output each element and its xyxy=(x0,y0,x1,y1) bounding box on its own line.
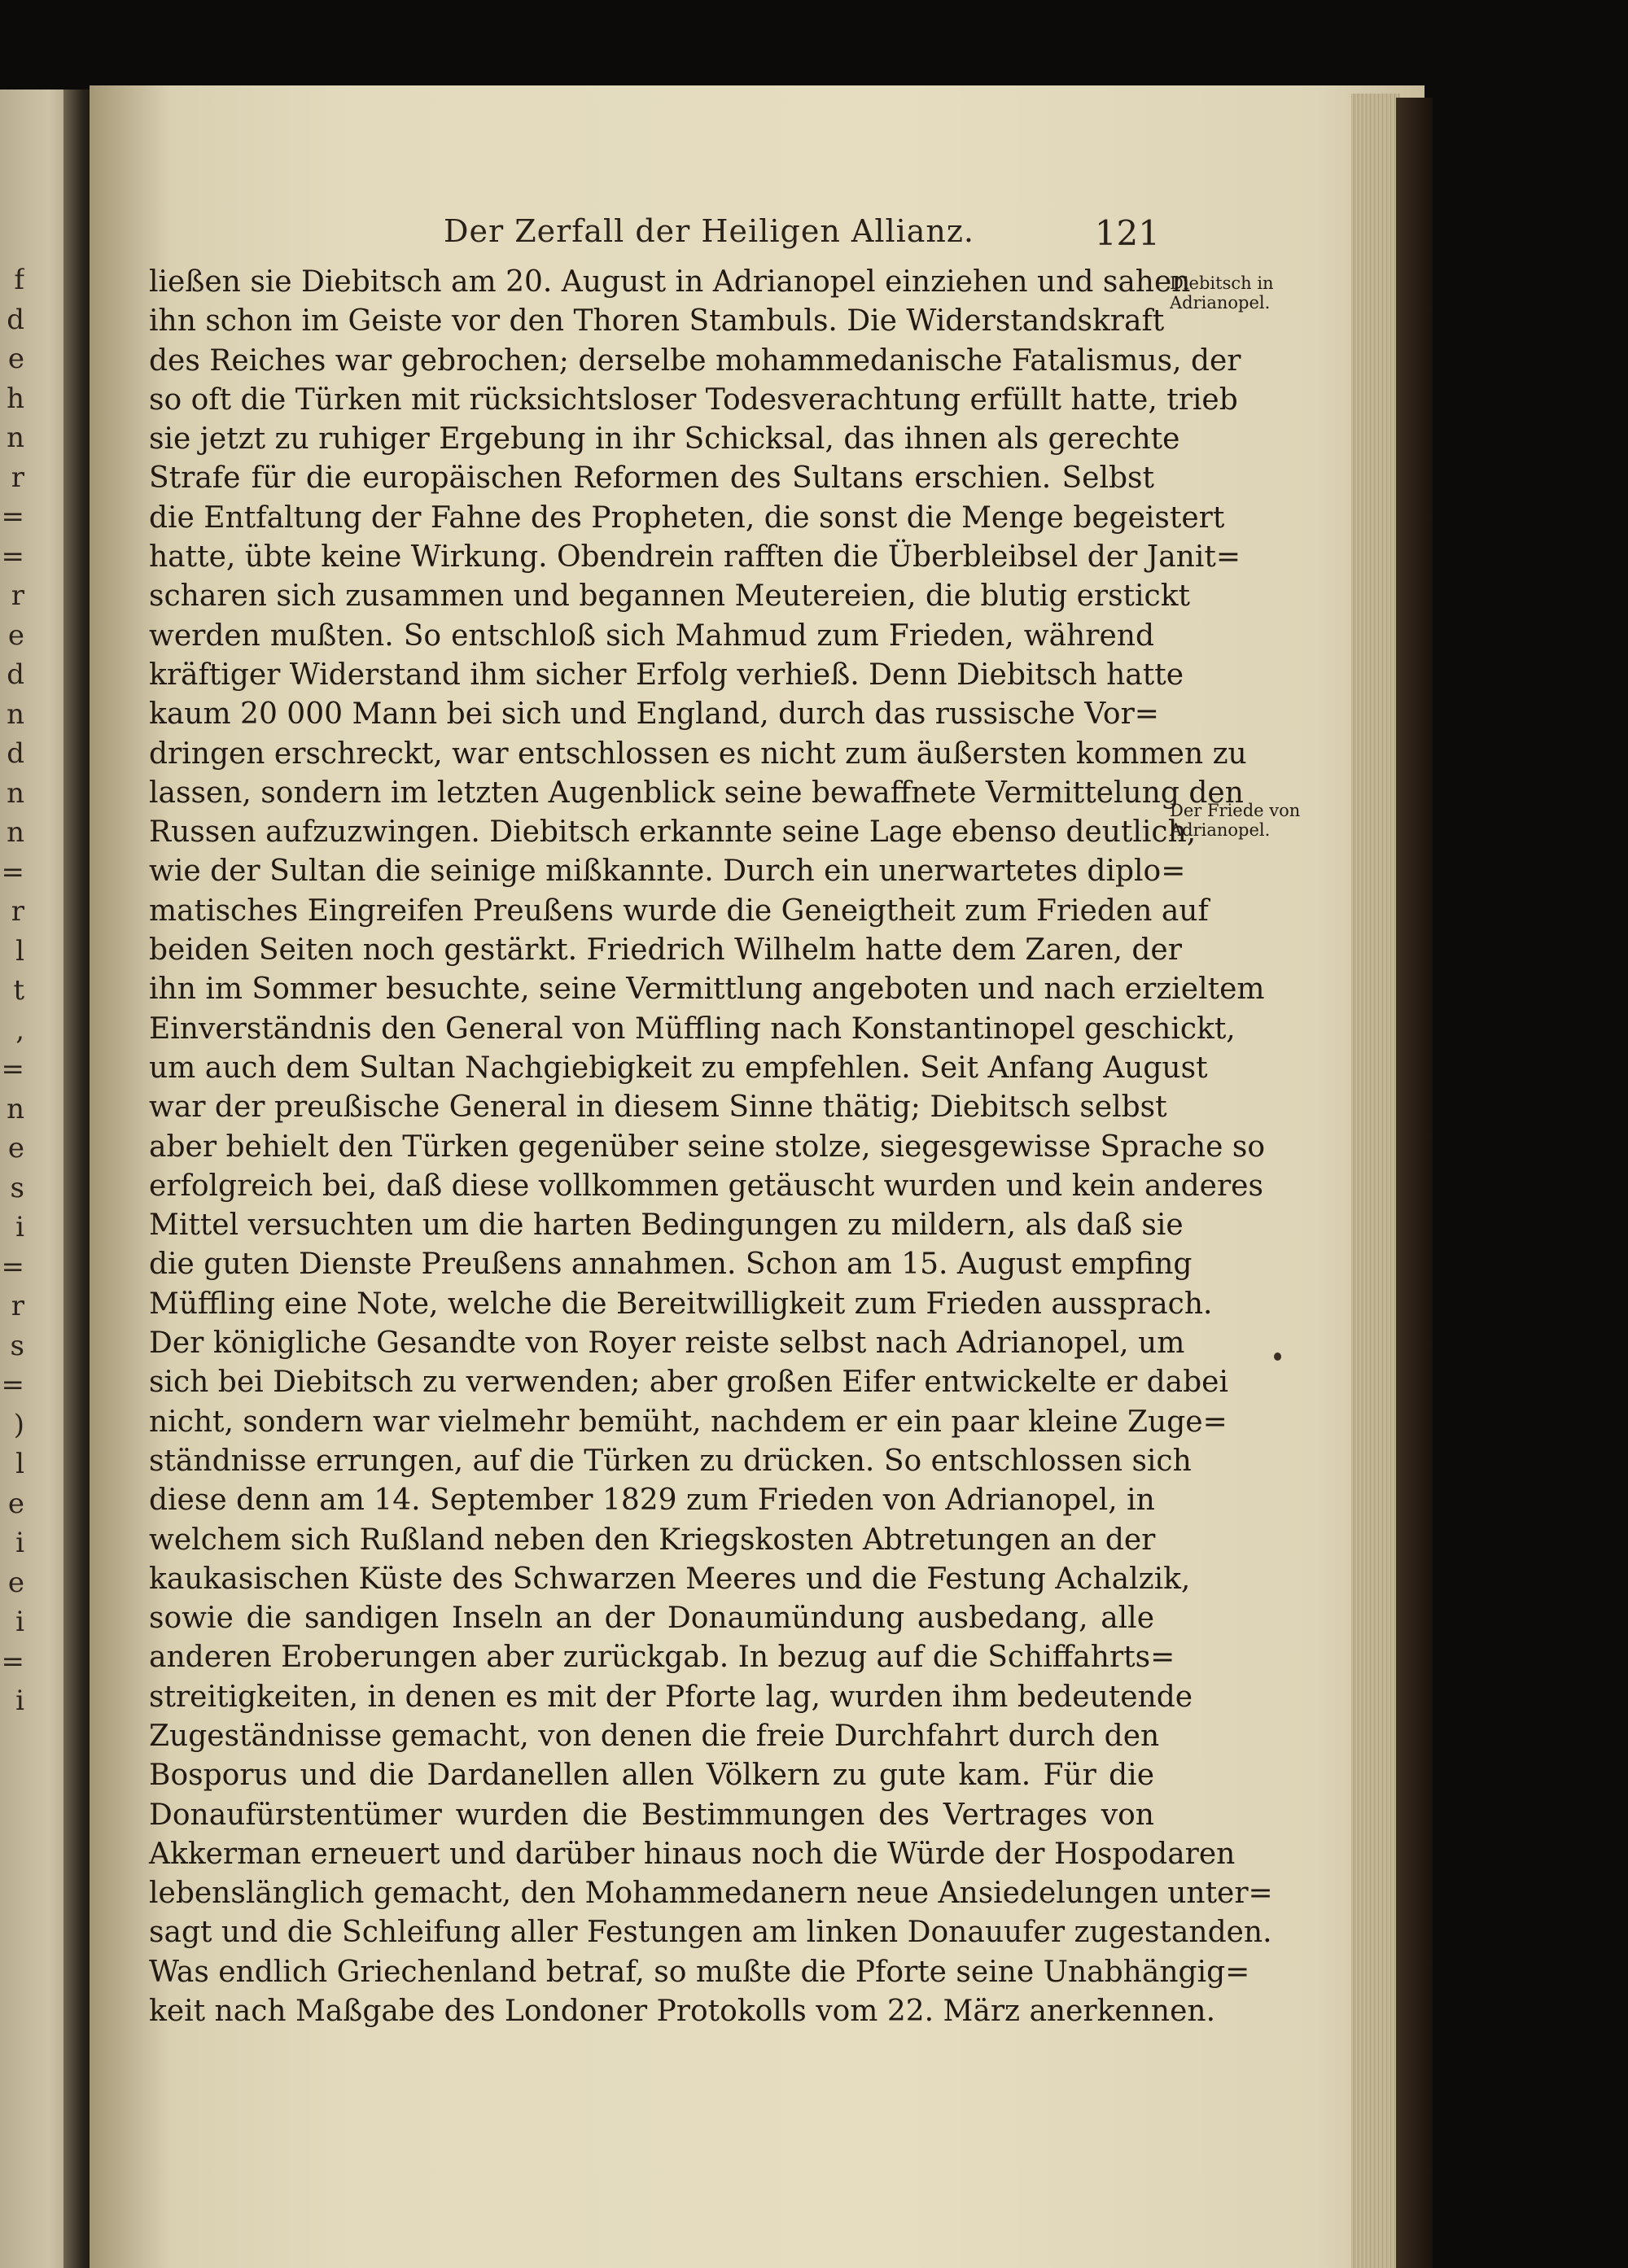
text-line: erfolgreich bei, daß diese vollkommen getäuscht wurden und kein anderes xyxy=(149,1169,1263,1203)
text-line: scharen sich zusammen und begannen Meutereien, die blutig erstickt xyxy=(149,579,1190,614)
text-line: Donaufürstentümer wurden die Bestimmungen des Vertrages von xyxy=(149,1798,1154,1832)
text-line: um auch dem Sultan Nachgiebigkeit zu empfehlen. Seit Anfang August xyxy=(149,1051,1208,1085)
text-line: die Entfaltung der Fahne des Propheten, die sonst die Menge begeistert xyxy=(149,500,1225,535)
margin-note-line: Adrianopel. xyxy=(1170,293,1271,312)
text-line: diese denn am 14. September 1829 zum Frieden von Adrianopel, in xyxy=(149,1484,1155,1518)
margin-note-line: Diebitsch in xyxy=(1170,273,1274,293)
left-page-fragment: r xyxy=(11,579,24,612)
left-page-fragment: n xyxy=(7,422,24,454)
text-line: Strafe für die europäischen Reformen des Sultans erschien. Selbst xyxy=(149,461,1154,496)
text-line: matisches Eingreifen Preußens wurde die Geneigtheit zum Frieden auf xyxy=(149,894,1209,928)
ink-speck xyxy=(1274,1352,1281,1361)
text-line: streitigkeiten, in denen es mit der Pforte lag, wurden ihm bedeutende xyxy=(149,1680,1193,1714)
left-page-fragment: = xyxy=(1,1369,24,1401)
left-page-fragment: f xyxy=(14,264,24,296)
text-line: werden mußten. So entschloß sich Mahmud zum Frieden, während xyxy=(149,618,1154,653)
left-page-fragment: h xyxy=(7,382,24,415)
page-stack-edge xyxy=(1351,94,1400,2268)
left-page-fragment: d xyxy=(7,303,24,336)
text-line: Was endlich Griechenland betraf, so mußte die Pforte seine Unabhängig= xyxy=(149,1955,1250,1989)
text-line: beiden Seiten noch gestärkt. Friedrich Wilhelm hatte dem Zaren, der xyxy=(149,933,1182,968)
left-page-fragment: , xyxy=(15,1013,24,1047)
left-page-fragment: d xyxy=(7,737,24,770)
text-line: ihn im Sommer besuchte, seine Vermittlung angeboten und nach erzieltem xyxy=(149,972,1265,1007)
left-page-fragment: r xyxy=(11,895,24,928)
text-line: sagt und die Schleifung aller Festungen am linken Donauufer zugestanden. xyxy=(149,1916,1272,1950)
text-line: Müffling eine Note, welche die Bereitwilligkeit zum Frieden aussprach. xyxy=(149,1287,1213,1321)
left-page-fragment: i xyxy=(15,1527,24,1559)
left-page-fragment: = xyxy=(1,1250,24,1283)
text-line: welchem sich Rußland neben den Kriegskosten Abtretungen an der xyxy=(149,1523,1156,1557)
text-line: nicht, sondern war vielmehr bemüht, nachdem er ein paar kleine Zuge= xyxy=(149,1405,1228,1439)
left-page-fragment: l xyxy=(15,934,24,968)
text-line: Zugeständnisse gemacht, von denen die freie Durchfahrt durch den xyxy=(149,1719,1160,1753)
margin-note-line: Adrianopel. xyxy=(1170,820,1271,840)
text-line: sie jetzt zu ruhiger Ergebung in ihr Schicksal, das ihnen als gerechte xyxy=(149,422,1180,457)
text-line: ständnisse errungen, auf die Türken zu drücken. So entschlossen sich xyxy=(149,1444,1192,1478)
left-page-fragment: e xyxy=(7,1566,24,1599)
left-page-fragment: e xyxy=(7,1132,24,1165)
left-page-fragment: l xyxy=(15,1448,24,1480)
left-page-fragment: d xyxy=(7,658,24,691)
text-line: lassen, sondern im letzten Augenblick seine bewaffnete Vermittelung den xyxy=(149,776,1244,810)
text-line: war der preußische General in diesem Sinne thätig; Diebitsch selbst xyxy=(149,1090,1167,1125)
text-line: keit nach Maßgabe des Londoner Protokolls vom 22. März anerkennen. xyxy=(149,1995,1216,2029)
text-line: ließen sie Diebitsch am 20. August in Adrianopel einziehen und sahen xyxy=(149,265,1191,299)
left-page-fragment: = xyxy=(1,1053,24,1086)
left-page-fragment: r xyxy=(11,461,24,494)
left-page-fragment: i xyxy=(15,1211,24,1243)
left-page-fragment: = xyxy=(1,855,24,889)
text-line: dringen erschreckt, war entschlossen es nicht zum äußersten kommen zu xyxy=(149,736,1247,771)
margin-note-line: Der Friede von xyxy=(1170,801,1301,820)
margin-note-diebitsch xyxy=(1170,273,1274,312)
text-line: Der königliche Gesandte von Royer reiste selbst nach Adrianopel, um xyxy=(149,1326,1185,1361)
left-page-fragment: ) xyxy=(13,1408,24,1441)
left-page-fragment: = xyxy=(1,500,24,533)
left-page-fragment: e xyxy=(7,1487,24,1520)
text-line: lebenslänglich gemacht, den Mohammedanern neue Ansiedelungen unter= xyxy=(149,1877,1273,1911)
text-line: ihn schon im Geiste vor den Thoren Stambuls. Die Widerstandskraft xyxy=(149,304,1165,339)
left-page-fragment: e xyxy=(7,343,24,375)
text-line: des Reiches war gebrochen; derselbe mohammedanische Fatalismus, der xyxy=(149,343,1241,378)
left-page-fragment: i xyxy=(15,1606,24,1638)
left-page-fragment: s xyxy=(10,1171,24,1204)
text-line: kaum 20 000 Mann bei sich und England, durch das russische Vor= xyxy=(149,697,1159,732)
text-line: Mittel versuchten um die harten Bedingungen zu mildern, als daß sie xyxy=(149,1208,1184,1243)
left-page-fragment: n xyxy=(7,1092,24,1125)
left-page-fragment: n xyxy=(7,697,24,731)
left-page-fragment: r xyxy=(11,1290,24,1322)
text-line: Akkerman erneuert und darüber hinaus noch die Würde der Hospodaren xyxy=(149,1837,1236,1871)
left-page-fragment: = xyxy=(1,1645,24,1678)
text-line: hatte, übte keine Wirkung. Obendrein rafften die Überbleibsel der Janit= xyxy=(149,540,1241,575)
text-line: Einverständnis den General von Müffling nach Konstantinopel geschickt, xyxy=(149,1012,1236,1046)
text-line: Russen aufzuzwingen. Diebitsch erkannte seine Lage ebenso deutlich, xyxy=(149,815,1197,850)
page-number: 121 xyxy=(1094,213,1160,253)
book-cover-edge xyxy=(1396,98,1433,2268)
text-line: aber behielt den Türken gegenüber seine stolze, siegesgewisse Sprache so xyxy=(149,1130,1266,1164)
text-line: die guten Dienste Preußens annahmen. Schon am 15. August empfing xyxy=(149,1248,1193,1282)
text-line: wie der Sultan die seinige mißkannte. Durch ein unerwartetes diplo= xyxy=(149,854,1186,889)
left-page-fragment: s xyxy=(10,1329,24,1362)
running-title: Der Zerfall der Heiligen Allianz. xyxy=(444,213,975,249)
text-line: kräftiger Widerstand ihm sicher Erfolg verhieß. Denn Diebitsch hatte xyxy=(149,658,1184,692)
left-page-fragment: = xyxy=(1,540,24,573)
left-page-fragment: e xyxy=(7,618,24,652)
left-page-fragment: n xyxy=(7,776,24,810)
page-header xyxy=(444,213,1160,262)
text-line: Bosporus und die Dardanellen allen Völkern zu gute kam. Für die xyxy=(149,1759,1154,1793)
text-line: kaukasischen Küste des Schwarzen Meeres und die Festung Achalzik, xyxy=(149,1562,1191,1596)
left-page-fragment: i xyxy=(15,1685,24,1717)
text-line: sich bei Diebitsch zu verwenden; aber großen Eifer entwickelte er dabei xyxy=(149,1366,1228,1400)
left-page-fragments xyxy=(0,260,24,1888)
margin-note-friede xyxy=(1170,801,1300,840)
left-page-fragment: n xyxy=(7,816,24,849)
text-line: so oft die Türken mit rücksichtsloser Todesverachtung erfüllt hatte, trieb xyxy=(149,382,1238,417)
text-line: anderen Eroberungen aber zurückgab. In bezug auf die Schiffahrts= xyxy=(149,1641,1175,1675)
text-line: sowie die sandigen Inseln an der Donaumündung ausbedang, alle xyxy=(149,1602,1154,1636)
left-page-fragment: t xyxy=(13,974,24,1007)
